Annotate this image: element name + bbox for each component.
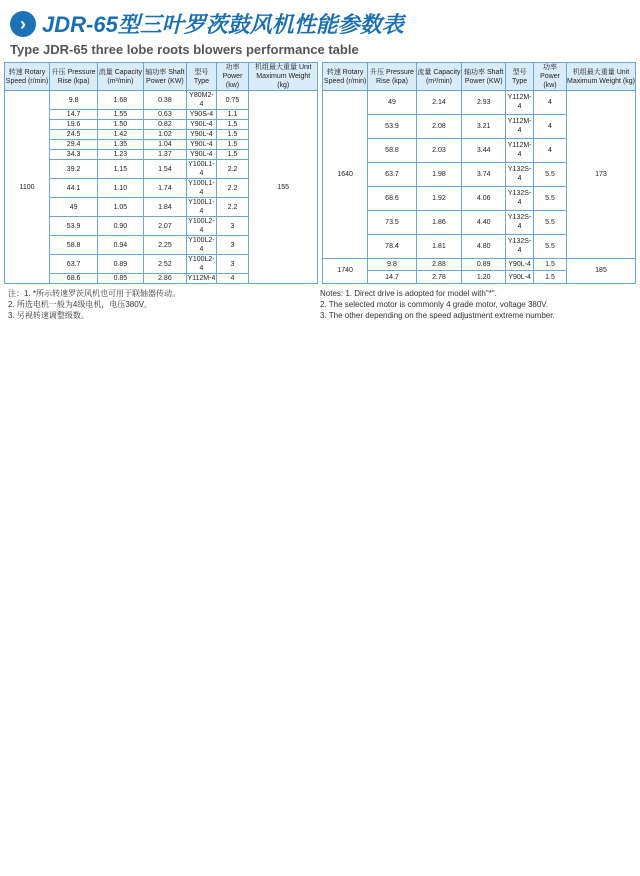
table-cell: 2.86 [143,274,187,284]
header-pressure: 升压 Pressure Rise (kpa) [368,63,417,91]
table-cell: 1.20 [462,271,506,284]
header-weight: 机组最大重量 Unit Maximum Weight (kg) [567,63,636,91]
table-cell: 73.5 [368,210,417,234]
table-cell: 1.5 [533,271,566,284]
header-type: 型号 Type [187,63,216,91]
table-row [323,258,636,271]
table-cell: 2.14 [416,91,461,115]
table-cell: 1.74 [143,179,187,198]
note-en-1: Notes: 1. Direct drive is adopted for model with"*". [320,289,497,298]
table-cell: 2.2 [216,179,249,198]
header-shaft: 轴功率 Shaft Power (KW) [143,63,187,91]
table-cell: 3.21 [462,114,506,138]
weight-cell: 185 [567,258,636,283]
header-capacity: 流量 Capacity (m³/min) [416,63,461,91]
table-cell: 2.78 [416,271,461,284]
table-cell: Y90L-4 [187,140,216,150]
table-cell: Y90L-4 [187,120,216,130]
table-cell: 9.8 [49,91,97,110]
notes [0,284,640,321]
left-table [4,62,318,284]
header-power: 功率 Power (kw) [533,63,566,91]
table-cell: Y112M-4 [187,275,216,282]
table-cell: 1.92 [416,186,461,210]
table-cell: 14.7 [49,110,97,120]
table-cell: 2.2 [216,160,249,179]
speed-cell: 1640 [323,91,368,259]
page-subtitle: Type JDR-65 three lobe roots blowers performance table [10,42,359,57]
table-cell: Y90L-4 [506,271,534,284]
table-cell: 1.54 [143,160,187,179]
table-cell: 1.5 [216,150,249,160]
table-cell: 1.05 [98,198,143,217]
header-speed: 转速 Rotary Speed (r/min) [5,63,50,91]
speed-cell: 1100 [5,91,50,284]
table-cell: Y100L2-4 [188,237,215,253]
header-power: 功率 Power (kw) [216,63,249,91]
table-cell: 5.5 [533,186,566,210]
table-cell: 1.55 [98,110,143,120]
table-cell: 29.4 [49,140,97,150]
table-cell: 2.08 [416,114,461,138]
table-cell: Y90L-4 [187,150,216,160]
table-cell: 1.81 [416,234,461,258]
table-cell: 14.7 [368,271,417,284]
table-cell: 68.6 [49,274,97,284]
table-cell: 0.75 [216,91,249,110]
table-cell: 1.84 [143,198,187,217]
note-cn-1: 注：1. *所示转速罗茨风机也可用于联轴器传动。 [8,289,181,298]
table-cell: 0.82 [143,120,187,130]
table-cell: 9.8 [368,258,417,271]
table-cell: 78.4 [368,234,417,258]
right-table-body [323,91,636,284]
right-table [322,62,636,284]
table-cell: Y90L-4 [187,130,216,140]
table-cell: 63.7 [368,162,417,186]
table-cell: 39.2 [49,160,97,179]
table-cell: 2.88 [416,258,461,271]
table-cell: Y112M-4 [506,138,534,162]
title-row [10,8,630,39]
table-cell: 1.1 [216,110,249,120]
table-cell: 58.8 [49,236,97,255]
table-cell: Y112M-4 [506,114,534,138]
table-cell: 1.68 [98,91,143,110]
table-cell: 3 [216,217,249,236]
weight-cell: 155 [249,91,318,284]
note-cn-3: 3. 另视转速调整级数。 [8,311,89,320]
table-cell: 68.6 [368,186,417,210]
table-cell: 1.04 [143,140,187,150]
table-cell: 63.7 [49,255,97,274]
table-cell: 3 [216,236,249,255]
table-cell: 0.94 [98,236,143,255]
table-cell: 2.52 [143,255,187,274]
header-speed: 转速 Rotary Speed (r/min) [323,63,368,91]
table-cell: 1.5 [216,120,249,130]
table-cell: 4.40 [462,210,506,234]
table-cell: 0.38 [143,91,187,110]
notes-en [320,288,632,321]
table-cell: 4 [533,114,566,138]
table-cell: 44.1 [49,179,97,198]
table-cell: 4 [216,274,249,284]
table-cell: 3 [216,255,249,274]
table-cell: 0.63 [143,110,187,120]
table-cell: 1.10 [98,179,143,198]
table-row [323,91,636,115]
table-cell: 1.42 [98,130,143,140]
left-table-body [5,91,318,284]
table-cell: 0.90 [98,217,143,236]
table-cell: 4.80 [462,234,506,258]
table-cell: 4 [533,138,566,162]
table-cell: Y132S-4 [506,162,534,186]
chevron-right-icon: › [10,11,36,37]
table-cell: 1.86 [416,210,461,234]
table-cell: 49 [368,91,417,115]
table-cell: 1.5 [216,130,249,140]
table-cell: 24.5 [49,130,97,140]
weight-cell: 173 [567,91,636,259]
table-cell: 3.44 [462,138,506,162]
table-cell: 0.85 [98,274,143,284]
table-cell: Y100L1-4 [188,161,215,177]
table-cell: 4.06 [462,186,506,210]
table-cell: 2.07 [143,217,187,236]
table-cell: Y112M-4 [506,91,534,115]
table-cell: 2.03 [416,138,461,162]
table-cell: Y100L1-4 [188,180,215,196]
table-cell: Y100L1-4 [188,199,215,215]
tables [0,62,640,284]
table-cell: 0.89 [98,255,143,274]
note-en-3: 3. The other depending on the speed adjustment extreme number. [320,311,555,320]
table-cell: Y80M2-4 [187,91,216,110]
header-capacity: 流量 Capacity (m³/min) [98,63,143,91]
table-cell: 5.5 [533,210,566,234]
table-cell: 1.37 [143,150,187,160]
table-cell: 1.5 [216,140,249,150]
table-cell: 1.23 [98,150,143,160]
table-cell: 1.98 [416,162,461,186]
table-cell: 19.6 [49,120,97,130]
table-cell: 2.25 [143,236,187,255]
note-en-2: 2. The selected motor is commonly 4 grade motor, voltage 380V. [320,300,549,309]
header-pressure: 升压 Pressure Rise (kpa) [49,63,97,91]
page-title: JDR-65型三叶罗茨鼓风机性能参数表 [42,12,404,37]
table-cell: 49 [49,198,97,217]
table-cell: 1.35 [98,140,143,150]
table-row [5,91,318,110]
table-cell: 3.74 [462,162,506,186]
table-cell: 5.5 [533,162,566,186]
table-cell: 5.5 [533,234,566,258]
table-cell: 1.02 [143,130,187,140]
table-cell: 2.93 [462,91,506,115]
table-cell: 2.2 [216,198,249,217]
table-cell: 0.89 [462,258,506,271]
header-type: 型号 Type [506,63,534,91]
table-cell: Y100L2-4 [188,256,215,272]
speed-cell: 1740 [323,258,368,283]
table-cell: 1.15 [98,160,143,179]
table-cell: Y90L-4 [506,258,534,271]
table-cell: Y100L2-4 [188,218,215,234]
note-cn-2: 2. 所选电机一般为4级电机，电压380V。 [8,300,153,309]
table-cell: Y90S-4 [187,110,216,120]
notes-cn [8,288,320,321]
table-cell: 34.3 [49,150,97,160]
table-cell: 58.8 [368,138,417,162]
table-cell: Y132S-4 [506,234,534,258]
header-shaft: 轴功率 Shaft Power (KW) [462,63,506,91]
table-cell: Y132S-4 [506,186,534,210]
table-cell: Y132S-4 [506,210,534,234]
table-cell: 1.50 [98,120,143,130]
table-cell: 4 [533,91,566,115]
header-weight: 机组最大重量 Unit Maximum Weight (kg) [249,63,318,91]
header [0,0,640,62]
table-cell: 53.9 [49,217,97,236]
table-cell: 1.5 [533,258,566,271]
table-cell: 53.9 [368,114,417,138]
